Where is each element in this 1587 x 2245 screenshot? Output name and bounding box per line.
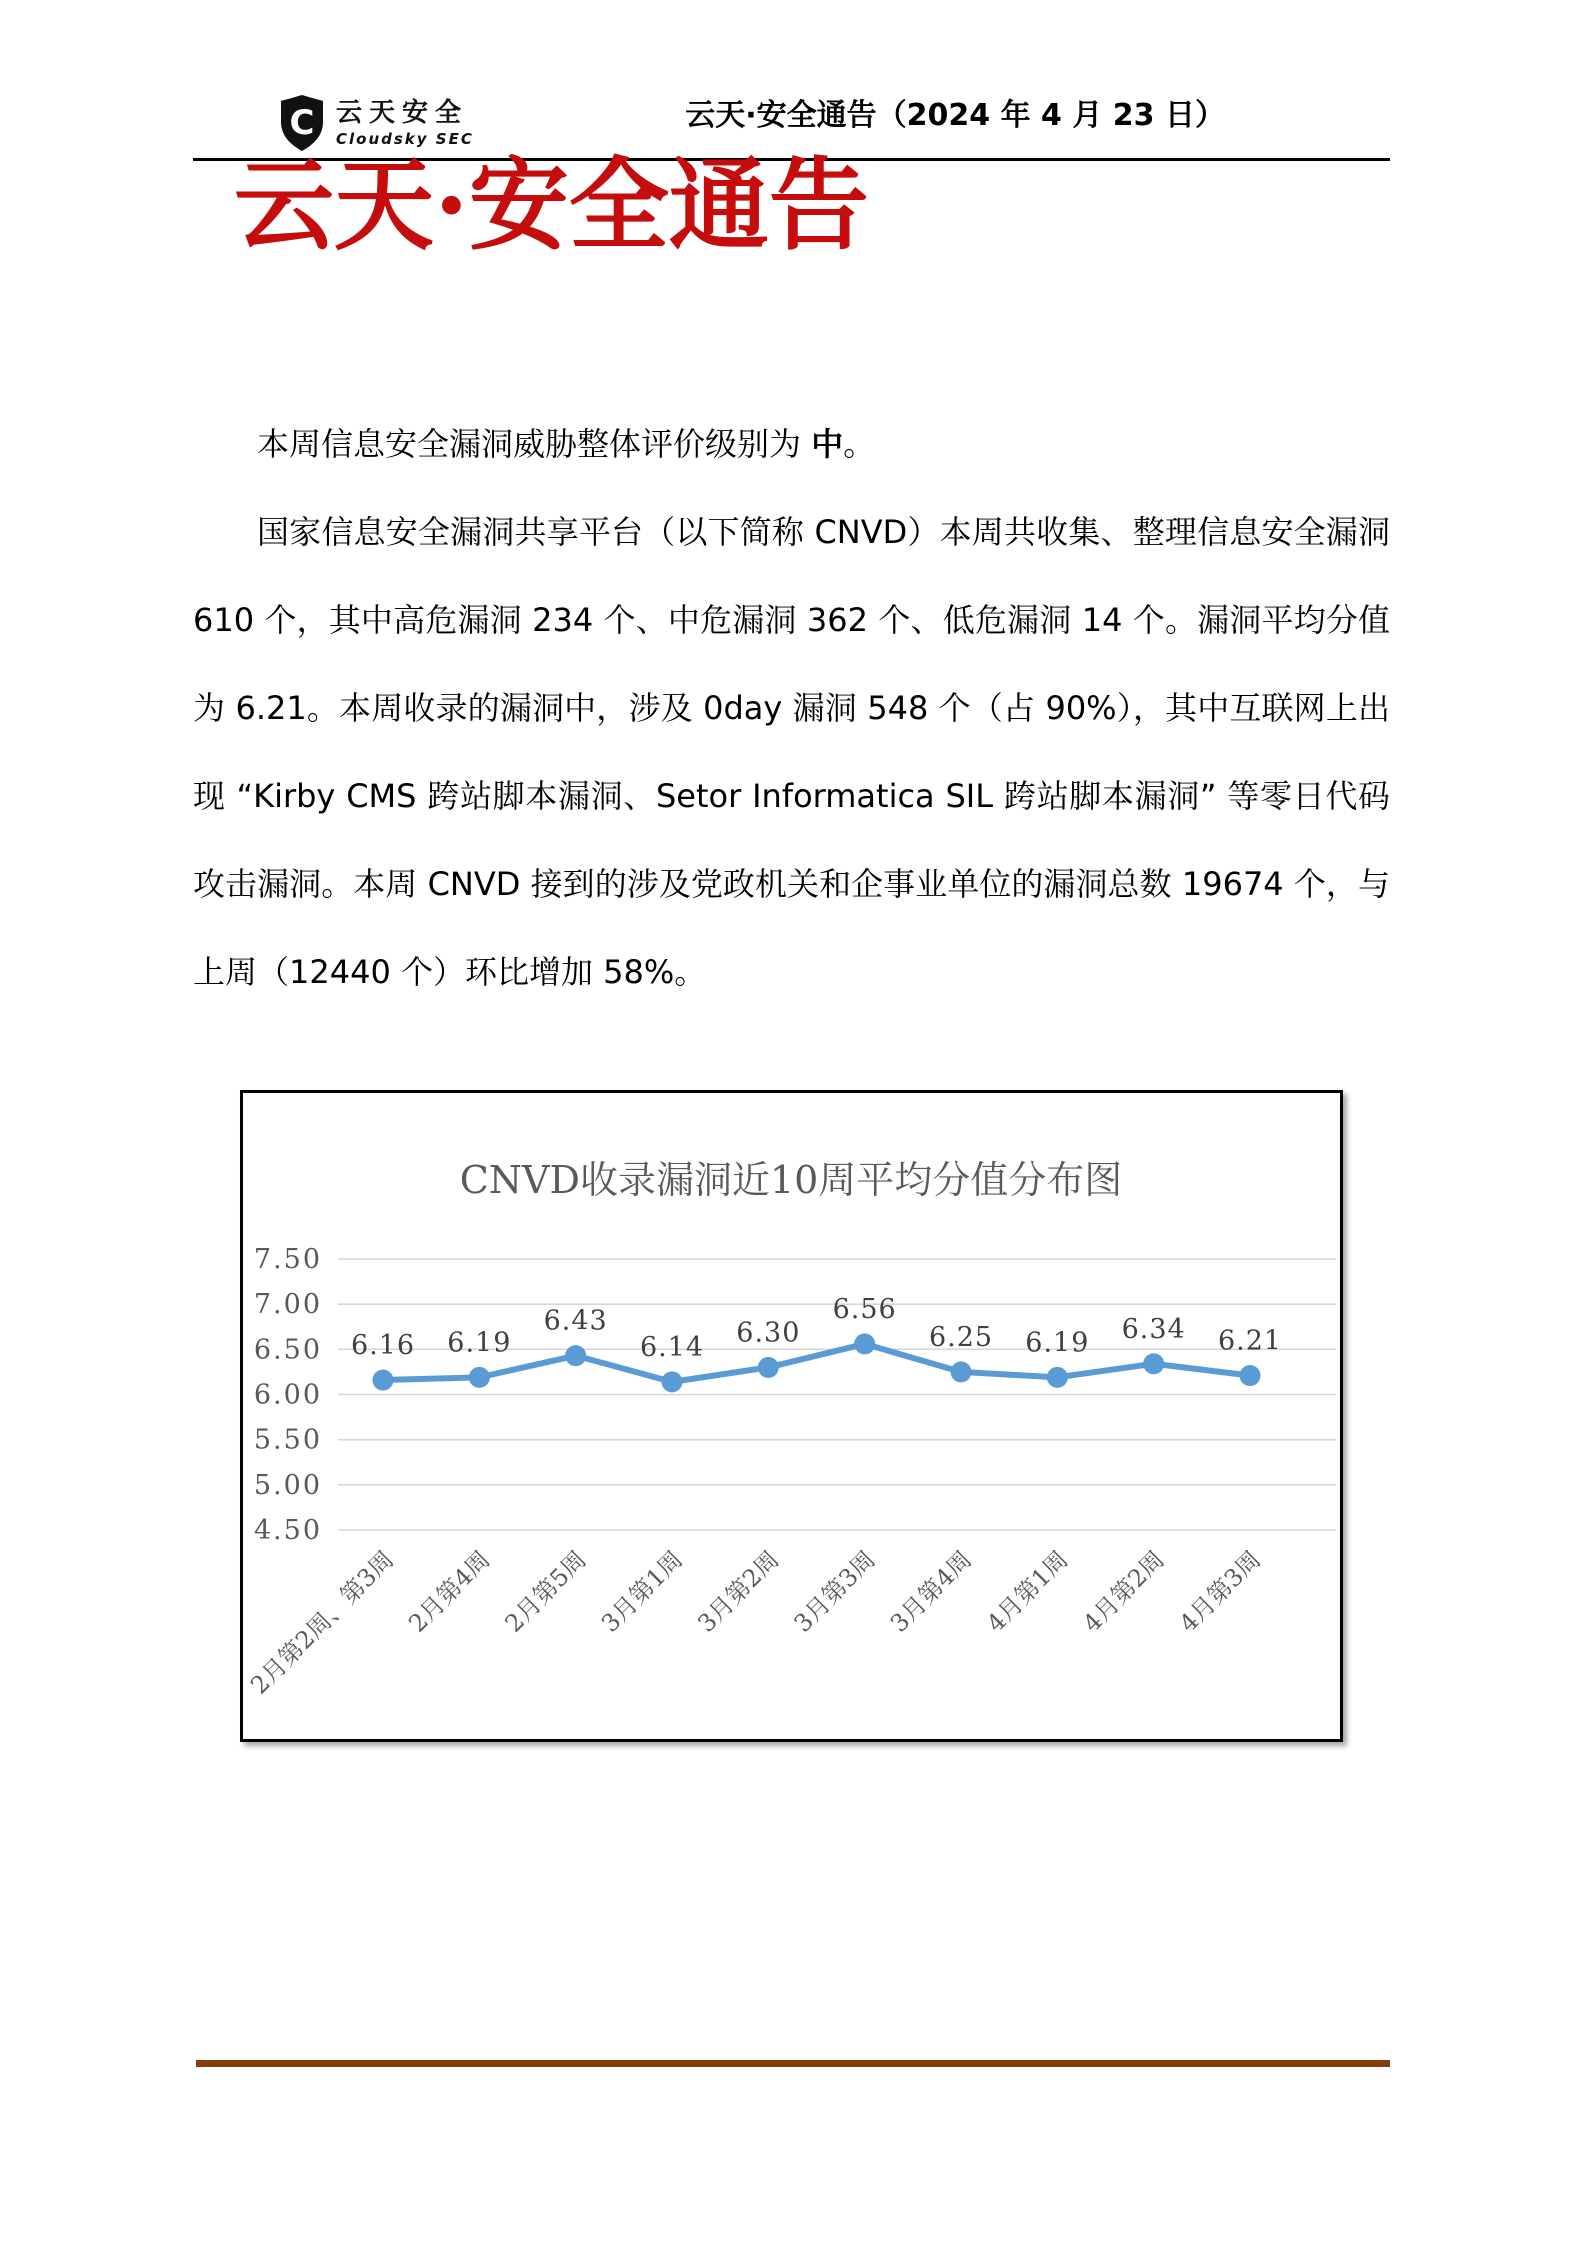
shield-letter: C	[289, 103, 315, 143]
data-point	[1240, 1365, 1261, 1386]
data-label: 6.25	[928, 1321, 994, 1353]
header-title: 云天·安全通告（2024 年 4 月 23 日）	[685, 98, 1225, 133]
x-tick-label: 3月第4周	[884, 1545, 978, 1638]
intro-prefix: 本周信息安全漏洞威胁整体评价级别为	[257, 425, 812, 463]
x-tick-label: 3月第3周	[788, 1545, 881, 1638]
x-tick-label: 2月第4周	[403, 1545, 496, 1638]
logo-brand-en: Cloudsky SEC	[336, 129, 474, 148]
data-point	[1047, 1367, 1068, 1388]
y-tick-label: 4.50	[253, 1515, 322, 1546]
data-label: 6.56	[832, 1293, 897, 1325]
data-label: 6.34	[1121, 1313, 1186, 1345]
page-title: 云天·安全通告	[234, 146, 869, 264]
y-tick-label: 5.50	[253, 1424, 322, 1456]
data-label: 6.14	[639, 1331, 705, 1363]
chart-title: CNVD收录漏洞近10周平均分值分布图	[459, 1158, 1123, 1202]
x-tick-label: 2月第5周	[499, 1545, 592, 1638]
y-tick-label: 7.50	[253, 1244, 322, 1275]
summary-paragraph: 国家信息安全漏洞共享平台（以下简称 CNVD）本周共收集、整理信息安全漏洞 610 个，其中高危漏洞 234 个、中危漏洞 362 个、低危漏洞 14 个。漏洞平均分值为 6.21。本周收录的漏洞中，涉及 0day 漏洞 548 个（占 90%），其中互联网上出现 “Kirby CMS 跨站脚本漏洞、Setor Informatica SIL 跨站脚本漏洞” 等零日代码攻击漏洞。本周 CNVD 接到的涉及党政机关和企事业单位的漏洞总数 19674 个，与上周（12440 个）环比增加 58%。	[193, 513, 1390, 991]
logo-brand-cn: 云天安全	[336, 97, 469, 128]
data-point	[758, 1357, 779, 1378]
data-point	[662, 1371, 683, 1392]
footer-divider	[196, 2060, 1390, 2067]
data-point	[951, 1361, 972, 1382]
data-label: 6.19	[1025, 1327, 1090, 1359]
score-line-chart	[243, 1093, 1340, 1739]
data-label: 6.43	[543, 1305, 608, 1337]
threat-level-value: 中	[811, 425, 844, 463]
x-tick-label: 2月第2周、第3周	[245, 1545, 400, 1700]
y-tick-label: 5.00	[253, 1469, 322, 1501]
x-tick-label: 4月第2周	[1077, 1545, 1170, 1638]
data-point	[373, 1370, 394, 1391]
data-label: 6.21	[1217, 1325, 1283, 1357]
data-label: 6.19	[447, 1327, 512, 1359]
y-tick-label: 6.00	[253, 1379, 322, 1411]
data-point	[1143, 1353, 1164, 1374]
chart-panel	[240, 1090, 1343, 1742]
x-tick-label: 3月第1周	[595, 1545, 689, 1638]
data-label: 6.16	[350, 1330, 416, 1362]
x-tick-label: 3月第2周	[692, 1545, 785, 1638]
data-label: 6.30	[736, 1317, 801, 1349]
intro-paragraph	[193, 400, 1390, 488]
data-point	[854, 1333, 875, 1354]
body-text	[193, 400, 1390, 1016]
data-point	[469, 1367, 490, 1388]
y-tick-label: 7.00	[253, 1289, 322, 1321]
data-point	[565, 1345, 586, 1366]
intro-suffix: 。	[843, 425, 876, 463]
x-tick-label: 4月第1周	[981, 1545, 1074, 1638]
y-tick-label: 6.50	[253, 1334, 322, 1366]
x-tick-label: 4月第3周	[1173, 1545, 1267, 1638]
